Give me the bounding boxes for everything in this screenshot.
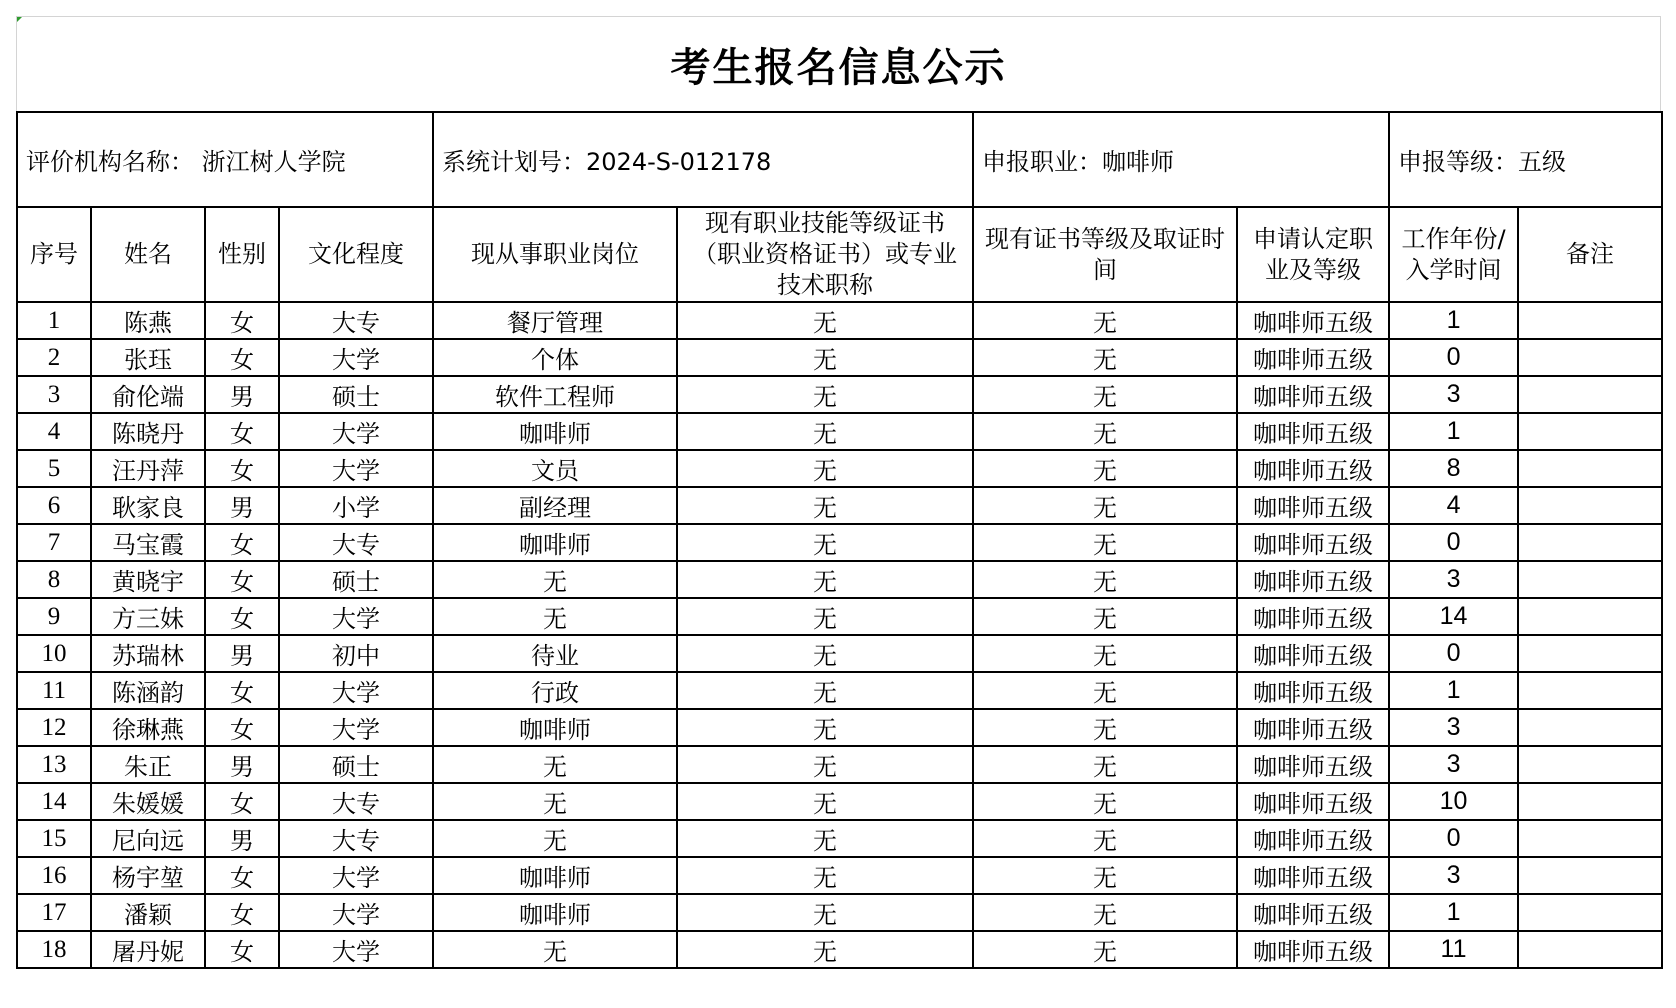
cell-current-job[interactable]: 无 xyxy=(433,783,677,820)
cell-apply-level[interactable]: 咖啡师五级 xyxy=(1237,635,1389,672)
cell-remarks[interactable] xyxy=(1518,561,1662,598)
registration-table xyxy=(16,111,1663,969)
cell-apply-level[interactable]: 咖啡师五级 xyxy=(1237,376,1389,413)
cell-current-job[interactable]: 软件工程师 xyxy=(433,376,677,413)
cell-cert-level-date[interactable]: 无 xyxy=(973,302,1237,339)
cell-work-years[interactable]: 0 xyxy=(1389,524,1518,561)
cell-work-years[interactable]: 3 xyxy=(1389,857,1518,894)
cell-cert-level-date[interactable]: 无 xyxy=(973,857,1237,894)
cell-seq[interactable]: 4 xyxy=(17,413,91,450)
cell-remarks[interactable] xyxy=(1518,524,1662,561)
cell-work-years[interactable]: 10 xyxy=(1389,783,1518,820)
cell-education[interactable]: 硕士 xyxy=(279,376,433,413)
cell-seq[interactable]: 15 xyxy=(17,820,91,857)
cell-current-job[interactable]: 咖啡师 xyxy=(433,413,677,450)
cell-education[interactable]: 小学 xyxy=(279,487,433,524)
cell-cert-level-date[interactable]: 无 xyxy=(973,746,1237,783)
cell-name[interactable]: 方三妹 xyxy=(91,598,205,635)
cell-current-job[interactable]: 咖啡师 xyxy=(433,857,677,894)
cell-apply-level[interactable]: 咖啡师五级 xyxy=(1237,783,1389,820)
cell-certificate[interactable]: 无 xyxy=(677,487,973,524)
cell-education[interactable]: 大学 xyxy=(279,413,433,450)
cell-name[interactable]: 张珏 xyxy=(91,339,205,376)
cell-current-job[interactable]: 个体 xyxy=(433,339,677,376)
cell-certificate[interactable]: 无 xyxy=(677,302,973,339)
cell-education[interactable]: 大学 xyxy=(279,709,433,746)
cell-remarks[interactable] xyxy=(1518,487,1662,524)
page-title: 考生报名信息公示 xyxy=(670,43,1007,91)
cell-seq[interactable]: 7 xyxy=(17,524,91,561)
cell-seq[interactable]: 11 xyxy=(17,672,91,709)
cell-remarks[interactable] xyxy=(1518,820,1662,857)
cell-gender[interactable]: 女 xyxy=(205,524,279,561)
cell-education[interactable]: 大学 xyxy=(279,857,433,894)
cell-education[interactable]: 大学 xyxy=(279,598,433,635)
table-row xyxy=(17,598,1662,635)
cell-education[interactable]: 大学 xyxy=(279,450,433,487)
cell-apply-level[interactable]: 咖啡师五级 xyxy=(1237,894,1389,931)
table-row xyxy=(17,302,1662,339)
table-row xyxy=(17,857,1662,894)
cell-gender[interactable]: 女 xyxy=(205,598,279,635)
cell-cert-level-date[interactable]: 无 xyxy=(973,672,1237,709)
cell-remarks[interactable] xyxy=(1518,339,1662,376)
cell-gender[interactable]: 男 xyxy=(205,746,279,783)
cell-work-years[interactable]: 8 xyxy=(1389,450,1518,487)
cell-name[interactable]: 陈晓丹 xyxy=(91,413,205,450)
cell-work-years[interactable]: 1 xyxy=(1389,302,1518,339)
cell-seq[interactable]: 16 xyxy=(17,857,91,894)
cell-work-years[interactable]: 0 xyxy=(1389,339,1518,376)
cell-cert-level-date[interactable]: 无 xyxy=(973,709,1237,746)
cell-apply-level[interactable]: 咖啡师五级 xyxy=(1237,598,1389,635)
cell-current-job[interactable]: 无 xyxy=(433,598,677,635)
cell-cert-level-date[interactable]: 无 xyxy=(973,339,1237,376)
col-header-gender[interactable]: 性别 xyxy=(205,207,279,302)
cell-education[interactable]: 大学 xyxy=(279,672,433,709)
cell-remarks[interactable] xyxy=(1518,857,1662,894)
cell-work-years[interactable]: 3 xyxy=(1389,709,1518,746)
cell-apply-level[interactable]: 咖啡师五级 xyxy=(1237,524,1389,561)
cell-name[interactable]: 苏瑞林 xyxy=(91,635,205,672)
cell-certificate[interactable]: 无 xyxy=(677,894,973,931)
org-name-cell[interactable]: 评价机构名称： 浙江树人学院 xyxy=(17,112,433,207)
cell-work-years[interactable]: 1 xyxy=(1389,894,1518,931)
cell-work-years[interactable]: 14 xyxy=(1389,598,1518,635)
table-row xyxy=(17,672,1662,709)
cell-apply-level[interactable]: 咖啡师五级 xyxy=(1237,672,1389,709)
cell-remarks[interactable] xyxy=(1518,598,1662,635)
cell-remarks[interactable] xyxy=(1518,635,1662,672)
cell-name[interactable]: 杨宇堃 xyxy=(91,857,205,894)
cell-certificate[interactable]: 无 xyxy=(677,931,973,968)
cell-seq[interactable]: 1 xyxy=(17,302,91,339)
col-header-name[interactable]: 姓名 xyxy=(91,207,205,302)
cell-current-job[interactable]: 无 xyxy=(433,561,677,598)
cell-remarks[interactable] xyxy=(1518,894,1662,931)
cell-current-job[interactable]: 文员 xyxy=(433,450,677,487)
cell-current-job[interactable]: 咖啡师 xyxy=(433,524,677,561)
info-row xyxy=(17,112,1662,207)
cell-gender[interactable]: 男 xyxy=(205,487,279,524)
cell-name[interactable]: 尼向远 xyxy=(91,820,205,857)
cell-education[interactable]: 大专 xyxy=(279,783,433,820)
cell-gender[interactable]: 女 xyxy=(205,450,279,487)
cell-seq[interactable]: 2 xyxy=(17,339,91,376)
cell-gender[interactable]: 女 xyxy=(205,931,279,968)
cell-cert-level-date[interactable]: 无 xyxy=(973,487,1237,524)
table-row xyxy=(17,931,1662,968)
cell-gender[interactable]: 男 xyxy=(205,820,279,857)
cell-seq[interactable]: 14 xyxy=(17,783,91,820)
cell-seq[interactable]: 5 xyxy=(17,450,91,487)
cell-cert-level-date[interactable]: 无 xyxy=(973,524,1237,561)
cell-education[interactable]: 大专 xyxy=(279,820,433,857)
occupation-cell[interactable]: 申报职业：咖啡师 xyxy=(973,112,1389,207)
cell-current-job[interactable]: 无 xyxy=(433,820,677,857)
col-header-certificate[interactable]: 现有职业技能等级证书（职业资格证书）或专业技术职称 xyxy=(677,207,973,302)
cell-apply-level[interactable]: 咖啡师五级 xyxy=(1237,746,1389,783)
cell-name[interactable]: 马宝霞 xyxy=(91,524,205,561)
cell-work-years[interactable]: 11 xyxy=(1389,931,1518,968)
table-row xyxy=(17,894,1662,931)
cell-apply-level[interactable]: 咖啡师五级 xyxy=(1237,561,1389,598)
cell-current-job[interactable]: 咖啡师 xyxy=(433,709,677,746)
cell-apply-level[interactable]: 咖啡师五级 xyxy=(1237,820,1389,857)
cell-gender[interactable]: 女 xyxy=(205,857,279,894)
cell-education[interactable]: 大学 xyxy=(279,894,433,931)
plan-number-cell[interactable]: 系统计划号：2024-S-012178 xyxy=(433,112,973,207)
cell-cert-level-date[interactable]: 无 xyxy=(973,450,1237,487)
cell-education[interactable]: 硕士 xyxy=(279,561,433,598)
table-row xyxy=(17,339,1662,376)
cell-remarks[interactable] xyxy=(1518,672,1662,709)
cell-certificate[interactable]: 无 xyxy=(677,709,973,746)
cell-current-job[interactable]: 无 xyxy=(433,931,677,968)
cell-name[interactable]: 陈涵韵 xyxy=(91,672,205,709)
cell-current-job[interactable]: 副经理 xyxy=(433,487,677,524)
cell-seq[interactable]: 17 xyxy=(17,894,91,931)
cell-certificate[interactable]: 无 xyxy=(677,598,973,635)
cell-cert-level-date[interactable]: 无 xyxy=(973,413,1237,450)
cell-remarks[interactable] xyxy=(1518,746,1662,783)
cell-seq[interactable]: 9 xyxy=(17,598,91,635)
table-row xyxy=(17,783,1662,820)
cell-current-job[interactable]: 咖啡师 xyxy=(433,894,677,931)
cell-certificate[interactable]: 无 xyxy=(677,783,973,820)
cell-certificate[interactable]: 无 xyxy=(677,746,973,783)
cell-cert-level-date[interactable]: 无 xyxy=(973,635,1237,672)
table-row xyxy=(17,746,1662,783)
cell-apply-level[interactable]: 咖啡师五级 xyxy=(1237,450,1389,487)
cell-current-job[interactable]: 行政 xyxy=(433,672,677,709)
cell-remarks[interactable] xyxy=(1518,413,1662,450)
cell-name[interactable]: 徐琳燕 xyxy=(91,709,205,746)
cell-certificate[interactable]: 无 xyxy=(677,820,973,857)
cell-certificate[interactable]: 无 xyxy=(677,339,973,376)
cell-cert-level-date[interactable]: 无 xyxy=(973,561,1237,598)
col-header-seq[interactable]: 序号 xyxy=(17,207,91,302)
cell-certificate[interactable]: 无 xyxy=(677,561,973,598)
cell-education[interactable]: 大学 xyxy=(279,931,433,968)
cell-seq[interactable]: 3 xyxy=(17,376,91,413)
cell-seq[interactable]: 13 xyxy=(17,746,91,783)
cell-certificate[interactable]: 无 xyxy=(677,413,973,450)
table-row xyxy=(17,524,1662,561)
cell-name[interactable]: 朱媛媛 xyxy=(91,783,205,820)
table-row xyxy=(17,376,1662,413)
cell-gender[interactable]: 女 xyxy=(205,709,279,746)
cell-gender[interactable]: 女 xyxy=(205,339,279,376)
cell-work-years[interactable]: 0 xyxy=(1389,820,1518,857)
cell-education[interactable]: 大专 xyxy=(279,524,433,561)
cell-certificate[interactable]: 无 xyxy=(677,376,973,413)
cell-apply-level[interactable]: 咖啡师五级 xyxy=(1237,413,1389,450)
cell-certificate[interactable]: 无 xyxy=(677,857,973,894)
cell-cert-level-date[interactable]: 无 xyxy=(973,598,1237,635)
cell-apply-level[interactable]: 咖啡师五级 xyxy=(1237,857,1389,894)
table-row xyxy=(17,709,1662,746)
cell-current-job[interactable]: 待业 xyxy=(433,635,677,672)
cell-cert-level-date[interactable]: 无 xyxy=(973,931,1237,968)
col-header-cert-level-date[interactable]: 现有证书等级及取证时间 xyxy=(973,207,1237,302)
cell-seq[interactable]: 12 xyxy=(17,709,91,746)
cell-cert-level-date[interactable]: 无 xyxy=(973,820,1237,857)
cell-certificate[interactable]: 无 xyxy=(677,450,973,487)
cell-current-job[interactable]: 无 xyxy=(433,746,677,783)
cell-seq[interactable]: 6 xyxy=(17,487,91,524)
cell-certificate[interactable]: 无 xyxy=(677,524,973,561)
cell-gender[interactable]: 女 xyxy=(205,894,279,931)
cell-gender[interactable]: 男 xyxy=(205,635,279,672)
cell-name[interactable]: 汪丹萍 xyxy=(91,450,205,487)
cell-gender[interactable]: 女 xyxy=(205,413,279,450)
table-row xyxy=(17,820,1662,857)
table-row xyxy=(17,450,1662,487)
cell-name[interactable]: 俞伦端 xyxy=(91,376,205,413)
table-row xyxy=(17,487,1662,524)
cell-apply-level[interactable]: 咖啡师五级 xyxy=(1237,487,1389,524)
cell-certificate[interactable]: 无 xyxy=(677,672,973,709)
cell-remarks[interactable] xyxy=(1518,302,1662,339)
cell-gender[interactable]: 女 xyxy=(205,302,279,339)
table-row xyxy=(17,561,1662,598)
col-header-work-years[interactable]: 工作年份/入学时间 xyxy=(1389,207,1518,302)
cell-seq[interactable]: 18 xyxy=(17,931,91,968)
col-header-current-job[interactable]: 现从事职业岗位 xyxy=(433,207,677,302)
cell-work-years[interactable]: 1 xyxy=(1389,672,1518,709)
header-row xyxy=(17,207,1662,302)
table-row xyxy=(17,635,1662,672)
cell-seq[interactable]: 10 xyxy=(17,635,91,672)
cell-name[interactable]: 屠丹妮 xyxy=(91,931,205,968)
cell-cert-level-date[interactable]: 无 xyxy=(973,783,1237,820)
cell-work-years[interactable]: 3 xyxy=(1389,376,1518,413)
cell-education[interactable]: 大学 xyxy=(279,339,433,376)
cell-work-years[interactable]: 4 xyxy=(1389,487,1518,524)
cell-cert-level-date[interactable]: 无 xyxy=(973,376,1237,413)
cell-apply-level[interactable]: 咖啡师五级 xyxy=(1237,339,1389,376)
col-header-education[interactable]: 文化程度 xyxy=(279,207,433,302)
cell-seq[interactable]: 8 xyxy=(17,561,91,598)
cell-remarks[interactable] xyxy=(1518,783,1662,820)
cell-remarks[interactable] xyxy=(1518,450,1662,487)
cell-name[interactable]: 朱正 xyxy=(91,746,205,783)
cell-apply-level[interactable]: 咖啡师五级 xyxy=(1237,931,1389,968)
col-header-apply-level[interactable]: 申请认定职业及等级 xyxy=(1237,207,1389,302)
level-cell[interactable]: 申报等级：五级 xyxy=(1389,112,1662,207)
cell-name[interactable]: 陈燕 xyxy=(91,302,205,339)
cell-name[interactable]: 耿家良 xyxy=(91,487,205,524)
cell-name[interactable]: 潘颖 xyxy=(91,894,205,931)
cell-current-job[interactable]: 餐厅管理 xyxy=(433,302,677,339)
cell-gender[interactable]: 女 xyxy=(205,783,279,820)
cell-work-years[interactable]: 3 xyxy=(1389,561,1518,598)
spreadsheet xyxy=(16,16,1661,969)
cell-gender[interactable]: 男 xyxy=(205,376,279,413)
cell-certificate[interactable]: 无 xyxy=(677,635,973,672)
table-row xyxy=(17,413,1662,450)
cell-work-years[interactable]: 1 xyxy=(1389,413,1518,450)
cell-remarks[interactable] xyxy=(1518,376,1662,413)
cell-education[interactable]: 大专 xyxy=(279,302,433,339)
cell-education[interactable]: 初中 xyxy=(279,635,433,672)
title-row xyxy=(16,16,1661,111)
cell-work-years[interactable]: 3 xyxy=(1389,746,1518,783)
cell-apply-level[interactable]: 咖啡师五级 xyxy=(1237,302,1389,339)
cell-remarks[interactable] xyxy=(1518,709,1662,746)
cell-work-years[interactable]: 0 xyxy=(1389,635,1518,672)
col-header-remarks[interactable]: 备注 xyxy=(1518,207,1662,302)
cell-cert-level-date[interactable]: 无 xyxy=(973,894,1237,931)
cell-education[interactable]: 硕士 xyxy=(279,746,433,783)
cell-gender[interactable]: 女 xyxy=(205,672,279,709)
cell-apply-level[interactable]: 咖啡师五级 xyxy=(1237,709,1389,746)
cell-name[interactable]: 黄晓宇 xyxy=(91,561,205,598)
cell-gender[interactable]: 女 xyxy=(205,561,279,598)
cell-remarks[interactable] xyxy=(1518,931,1662,968)
